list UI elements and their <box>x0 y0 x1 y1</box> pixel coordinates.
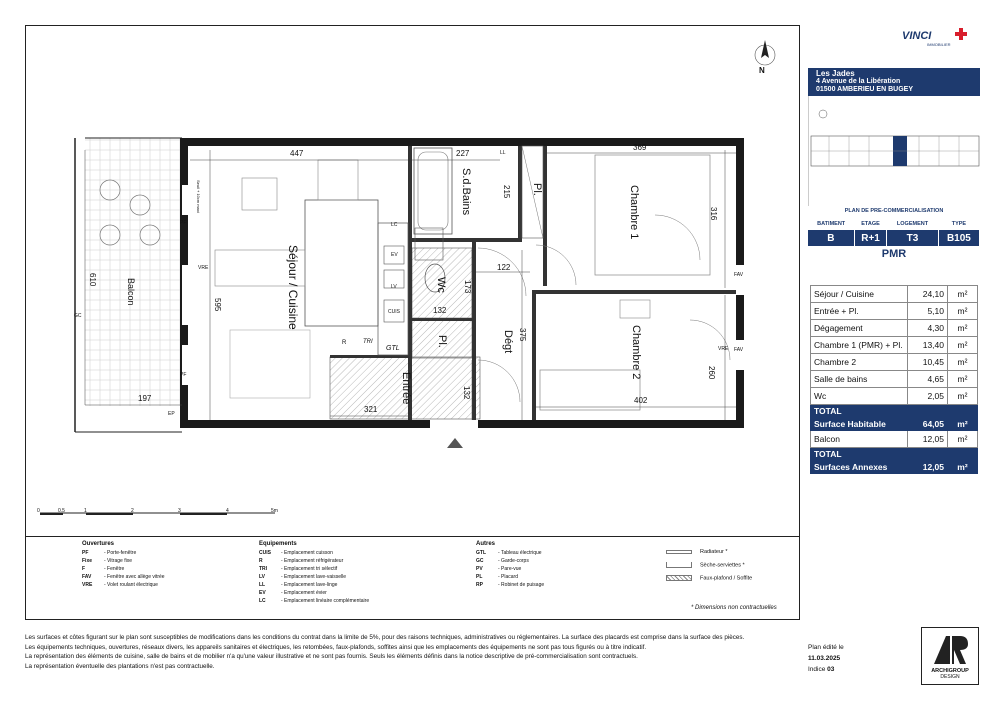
dim-label: 227 <box>456 149 470 158</box>
surface-row: Chambre 2 10,45 m² <box>811 354 978 371</box>
room-sdb: S.d.Bains <box>460 168 472 216</box>
code-ll: LL <box>500 150 506 156</box>
room-chambre1: Chambre 1 <box>628 185 640 240</box>
code-vre: VRE <box>198 265 209 271</box>
project-address-2: 01500 AMBERIEU EN BUGEY <box>816 86 913 93</box>
disclaimer: Les surfaces et côtes figurant sur le plan sont susceptibles de modifications dans les conditions du contrat dans la limite de 5%, pour des raisons techniques, administratives ou réglementaires. La surface des placards est comprise dans la surface des pièces. Les équipements techniques, ouvertures, réseaux divers, les appareils sanitaires et électriques, les retombées, faux-plafonds, soffites ainsi que les emplacements des équipements ne sont pas tous figurés ou à titre indicatif. La représentation des éléments de cuisine, salle de bains et de mobilier n'a qu'une valeur illustrative et ne sont pas fournis. Seuls les éléments définis dans la notice descriptive de pré-commercialisation sont contractuels. La représentation éventuelle des plantations n'est pas contractuelle. <box>25 634 745 670</box>
annexe-row: Balcon 12,05 m² <box>811 431 978 448</box>
room-wc: Wc <box>435 277 447 293</box>
edition-info: Plan édité le 11.03.2025 Indice 03 <box>808 644 844 673</box>
legend-symbols: Radiateur * Sèche-serviettes * Faux-plafond / Soffite <box>666 549 752 588</box>
balcony-floor <box>85 138 182 406</box>
code-gtl: GTL <box>386 345 400 352</box>
code-lc: LC <box>391 222 398 228</box>
entrance-arrow-icon <box>447 438 463 448</box>
room-placard-1: Pl. <box>531 183 543 196</box>
dim-label: 369 <box>633 143 647 152</box>
legend-note: * Dimensions non contractuelles <box>691 605 777 611</box>
lot-header: TYPE <box>951 221 967 227</box>
total-habitable-row: TOTAL <box>811 405 978 418</box>
lot-batiment: B <box>808 230 854 246</box>
vinci-logo-sub: IMMOBILIER <box>927 42 951 47</box>
code-pf: PF <box>180 220 187 226</box>
legend-equipements: Equipements CUIS - Emplacement cuisson R - Emplacement réfrigérateur TRI - Emplacement tri sélectif LV - Emplacement lave-vaisselle LL - Emplacement lave-linge EV - Emplacement évier LC - Emplacement linéaire complémentaire <box>259 541 370 604</box>
north-arrow-icon <box>755 40 775 65</box>
code-r: R <box>342 340 347 346</box>
precom-title: PLAN DE PRE-COMMERCIALISATION <box>844 208 944 214</box>
surface-row: Chambre 1 (PMR) + Pl. 13,40 m² <box>811 337 978 354</box>
bed-chambre2 <box>540 370 640 410</box>
legend-autres: Autres GTL - Tableau électrique GC - Garde-corps PV - Pare-vue PL - Placard RP - Robinet de puisage <box>476 541 545 588</box>
room-placard-2: Pl. <box>436 335 448 348</box>
scale-tick: 0 <box>37 508 40 514</box>
room-sejour: Séjour / Cuisine <box>286 245 300 330</box>
legend <box>25 536 800 620</box>
surface-row: Wc 2,05 m² <box>811 388 978 405</box>
project-name: Les Jades <box>816 69 855 78</box>
lot-type: B105 <box>938 230 979 246</box>
code-ep: EP <box>168 411 175 417</box>
key-plan <box>808 96 980 206</box>
archigroup-logo: ARCHIGROUP DESIGN <box>921 627 979 685</box>
room-entree: Entrée <box>400 372 412 405</box>
scale-tick: 3 <box>178 508 181 514</box>
scale-tick: 5m <box>271 508 278 514</box>
lot-table <box>808 218 980 246</box>
legend-ouvertures: Ouvertures PF - Porte-fenêtre Fixe - Vitrage fixe F - Fenêtre FAV - Fenêtre avec allège vitrée VRE - Volet roulant électrique <box>82 541 165 588</box>
code-fav: FAV <box>734 272 744 278</box>
dim-label: 132 <box>433 306 447 315</box>
surface-row: Dégagement 4,30 m² <box>811 320 978 337</box>
room-chambre2: Chambre 2 <box>630 325 642 380</box>
total-annexes-row: TOTAL <box>811 448 978 461</box>
lot-header: BATIMENT <box>817 221 846 227</box>
room-balcon: Balcon <box>126 278 136 306</box>
code-pf: PF <box>180 372 187 378</box>
archigroup-icon <box>930 632 970 666</box>
surfaces-table <box>810 285 978 474</box>
dim-label: 402 <box>634 396 648 405</box>
dim-label: 610 <box>88 273 97 287</box>
north-label: N <box>759 66 765 75</box>
lot-header: ETAGE <box>861 221 880 227</box>
scale-bar <box>40 513 275 515</box>
code-cuis: CUIS <box>388 309 400 315</box>
code-gc: GC <box>74 313 82 319</box>
project-address-1: 4 Avenue de la Libération <box>816 78 901 85</box>
room-degagement: Dégt <box>502 330 514 354</box>
dim-label: 215 <box>502 185 511 199</box>
vinci-logo: VINCI <box>902 30 932 42</box>
lot-etage: R+1 <box>854 230 886 246</box>
vinci-cross-icon <box>955 28 967 40</box>
code-tri: TRI <box>363 339 373 345</box>
lot-logement: T3 <box>887 230 939 246</box>
pmr-label: PMR <box>881 248 907 260</box>
surface-row: Séjour / Cuisine 24,10 m² <box>811 286 978 303</box>
scale-tick: 2 <box>131 508 134 514</box>
dim-label: 173 <box>463 280 472 294</box>
dim-label: 316 <box>709 207 718 221</box>
lot-header: LOGEMENT <box>896 221 929 227</box>
dim-label: 447 <box>290 149 304 158</box>
dim-label: 595 <box>213 298 222 312</box>
project-header <box>808 68 980 96</box>
scale-tick: 1 <box>84 508 87 514</box>
bed-chambre1 <box>595 155 710 275</box>
code-fav: FAV <box>734 347 744 353</box>
dim-label: 132 <box>462 386 471 400</box>
code-seuil: Seuil + 10cm maxi <box>196 180 201 213</box>
wall-top <box>182 138 742 146</box>
dim-label: 260 <box>707 366 716 380</box>
code-lv: LV <box>391 284 397 290</box>
bathtub <box>414 148 452 234</box>
scale-tick: 4 <box>226 508 229 514</box>
total-annexes-row: Surfaces Annexes 12,05 m² <box>811 461 978 474</box>
dim-label: 375 <box>518 328 527 342</box>
scale-tick: 0.5 <box>58 508 65 514</box>
surface-row: Salle de bains 4,65 m² <box>811 371 978 388</box>
code-ev: EV <box>391 252 398 258</box>
surface-row: Entrée + Pl. 5,10 m² <box>811 303 978 320</box>
dim-label: 197 <box>138 394 152 403</box>
dim-label: 321 <box>364 405 378 414</box>
dim-label: 122 <box>497 263 511 272</box>
total-habitable-row: Surface Habitable 64,05 m² <box>811 418 978 431</box>
code-vre: VRE <box>718 346 729 352</box>
